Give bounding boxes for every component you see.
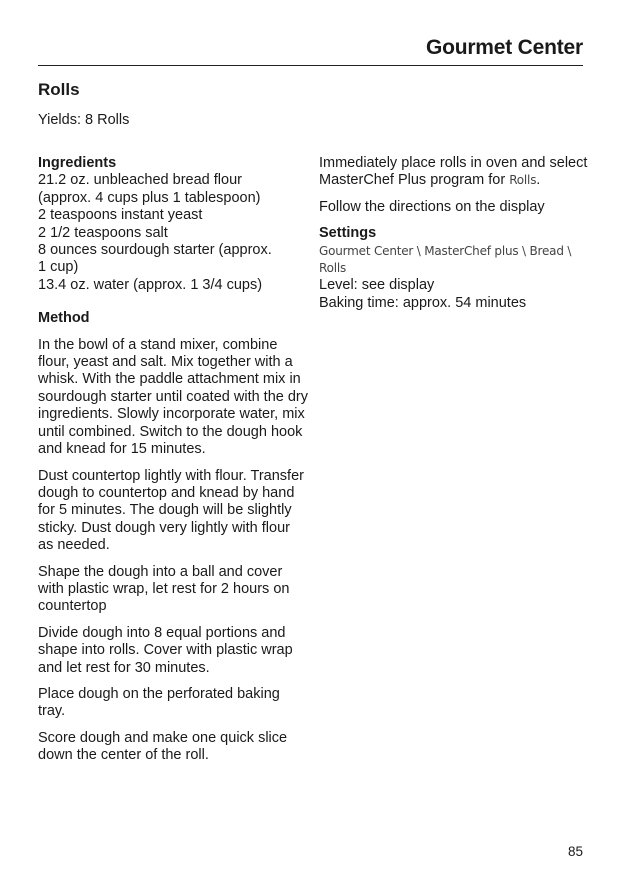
ingredient-line: 21.2 oz. unbleached bread flour: [38, 172, 242, 189]
recipe-yields: Yields: 8 Rolls: [38, 112, 130, 128]
section-title: Gourmet Center: [425, 36, 583, 59]
ingredient-line: (approx. 4 cups plus 1 tablespoon): [38, 189, 261, 206]
recipe-title: Rolls: [38, 80, 80, 99]
settings-baking-time: Baking time: approx. 54 minutes: [319, 294, 527, 311]
method-step-continued: [319, 155, 589, 190]
method-step: Divide dough into 8 equal portions and shape into rolls. Cover with plastic wrap and let rest for 30 minutes.: [38, 624, 293, 676]
ingredients-list: [38, 172, 308, 294]
right-column: [319, 155, 589, 312]
ingredients-heading: Ingredients: [38, 155, 117, 171]
method-step: In the bowl of a stand mixer, combine flour, yeast and salt. Mix together with a whisk. With the paddle attachment mix in sourdough starter until coated with the dry ingredients. Slowly incorporate water, mix until combined. Switch to the dough hook and knead for 15 minutes.: [38, 336, 309, 458]
page-number: 85: [567, 844, 583, 859]
header-divider: [38, 65, 583, 66]
ingredient-line: 8 ounces sourdough starter (approx.: [38, 242, 272, 259]
settings-heading: Settings: [319, 225, 377, 242]
method-heading: Method: [38, 310, 90, 327]
left-column: [38, 155, 308, 774]
ingredient-line: 2 1/2 teaspoons salt: [38, 224, 168, 241]
method-step: Place dough on the perforated baking tray.: [38, 685, 280, 720]
program-name: Rolls: [509, 173, 537, 188]
method-step: Shape the dough into a ball and cover with plastic wrap, let rest for 2 hours on countertop: [38, 563, 290, 615]
step-text: Immediately place rolls in oven and select MasterChef Plus program for: [319, 155, 588, 189]
step-punctuation: .: [536, 172, 541, 189]
method-step-continued: Follow the directions on the display: [319, 198, 545, 215]
method-step: Dust countertop lightly with flour. Transfer dough to countertop and knead by hand for 5 minutes. The dough will be slightly sticky. Dust dough very lightly with flour as needed.: [38, 467, 304, 554]
settings-menu-path: Gourmet Center \ MasterChef plus \ Bread \ Rolls: [319, 243, 572, 276]
settings-level: Level: see display: [319, 277, 435, 294]
method-step: Score dough and make one quick slice down the center of the roll.: [38, 729, 288, 764]
ingredient-line: 13.4 oz. water (approx. 1 3/4 cups): [38, 276, 263, 293]
ingredient-line: 2 teaspoons instant yeast: [38, 207, 203, 224]
ingredient-line: 1 cup): [38, 259, 79, 276]
method-steps: [38, 337, 308, 765]
